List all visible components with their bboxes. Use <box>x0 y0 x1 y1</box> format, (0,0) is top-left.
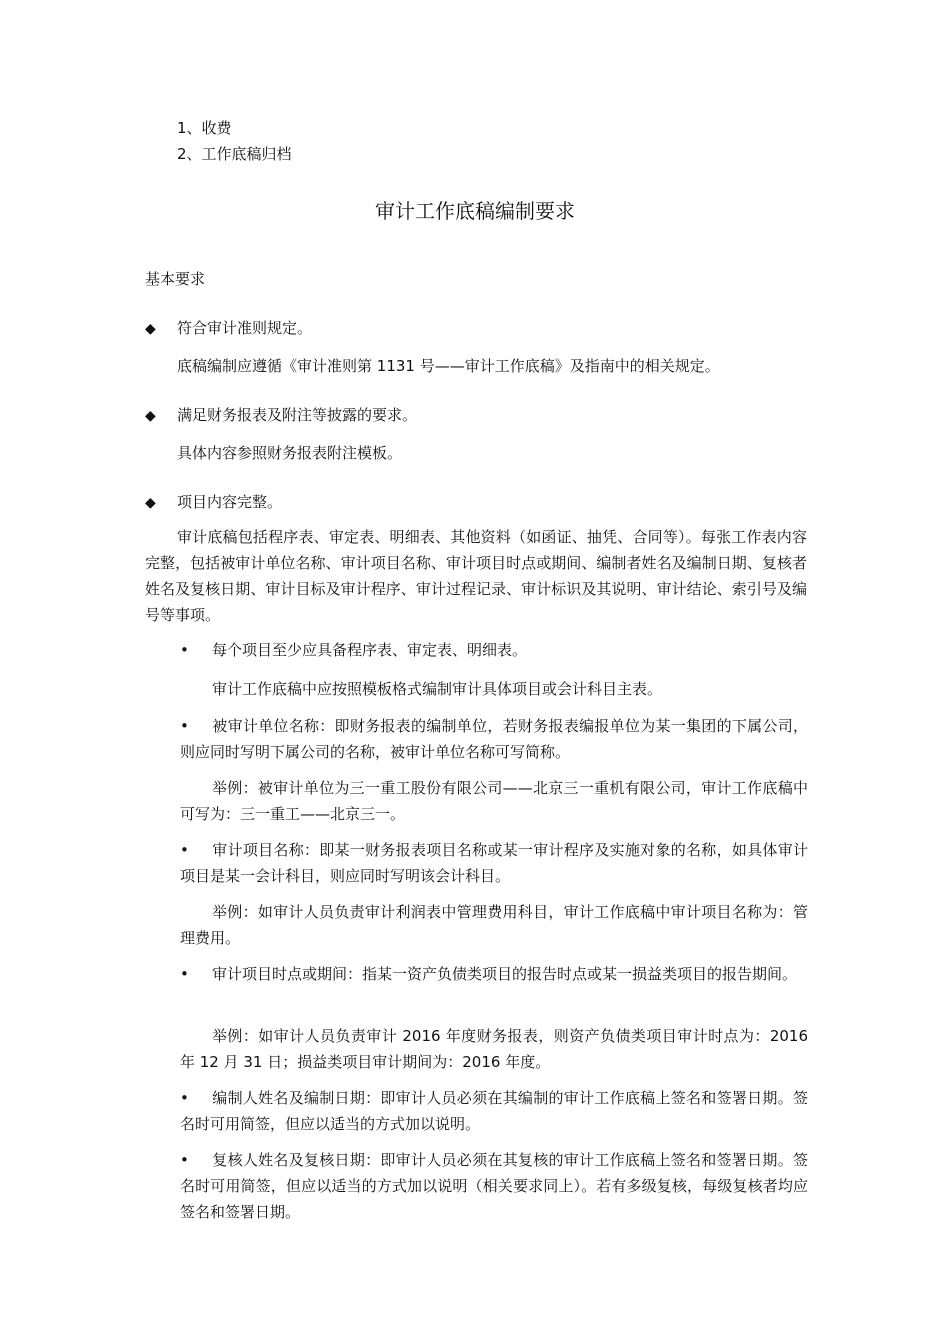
section-heading: 基本要求 <box>145 270 206 288</box>
top-list <box>177 115 292 167</box>
requirement-label: 项目内容完整。 <box>177 493 283 511</box>
requirement-text: 具体内容参照财务报表附注模板。 <box>177 444 403 462</box>
bullet-item <box>180 1085 808 1137</box>
requirement-item <box>145 315 312 342</box>
requirement-label: 满足财务报表及附注等披露的要求。 <box>177 406 418 424</box>
bullet-dot-icon: • <box>180 641 189 659</box>
bullet-dot-icon: • <box>180 1089 189 1107</box>
bullet-text: 每个项目至少应具备程序表、审定表、明细表。 <box>212 641 528 659</box>
requirement-text: 审计底稿包括程序表、审定表、明细表、其他资料（如函证、抽凭、合同等）。每张工作表内容完整，包括被审计单位名称、审计项目名称、审计项目时点或期间、编制者姓名及编制日期、复核者姓名及复核日期、审计目标及审计程序、审计过程记录、审计标识及其说明、审计结论、索引号及编号等事项。 <box>145 528 807 624</box>
top-list-item: 1、收费 <box>177 119 232 137</box>
bullet-example: 举例：如审计人员负责审计利润表中管理费用科目，审计工作底稿中审计项目名称为：管理费用。 <box>180 903 808 947</box>
bullet-item <box>180 713 808 765</box>
bullet-dot-icon: • <box>180 965 189 983</box>
requirement-text: 底稿编制应遵循《审计准则第 1131 号——审计工作底稿》及指南中的相关规定。 <box>177 357 720 375</box>
top-list-item: 2、工作底稿归档 <box>177 145 292 163</box>
bullet-detail: 审计工作底稿中应按照模板格式编制审计具体项目或会计科目主表。 <box>212 680 663 698</box>
bullet-text: 复核人姓名及复核日期：即审计人员必须在其复核的审计工作底稿上签名和签署日期。签名时可用简签，但应以适当的方式加以说明（相关要求同上）。若有多级复核，每级复核者均应签名和签署日期。 <box>180 1151 808 1221</box>
bullet-item <box>180 637 808 663</box>
bullet-item <box>180 1147 808 1225</box>
bullet-example: 举例：被审计单位为三一重工股份有限公司——北京三一重机有限公司，审计工作底稿中可写为：三一重工——北京三一。 <box>180 779 808 823</box>
bullet-item <box>180 961 808 987</box>
bullet-text: 审计项目时点或期间：指某一资产负债类项目的报告时点或某一损益类项目的报告期间。 <box>212 965 798 983</box>
bullet-dot-icon: • <box>180 1151 189 1169</box>
diamond-bullet-icon: ◆ <box>145 321 156 337</box>
bullet-text: 编制人姓名及编制日期：即审计人员必须在其编制的审计工作底稿上签名和签署日期。签名时可用简签，但应以适当的方式加以说明。 <box>180 1089 808 1133</box>
bullet-text: 审计项目名称：即某一财务报表项目名称或某一审计程序及实施对象的名称，如具体审计项目是某一会计科目，则应同时写明该会计科目。 <box>180 841 808 885</box>
requirement-label: 符合审计准则规定。 <box>177 319 313 337</box>
requirement-item <box>145 489 282 516</box>
bullet-dot-icon: • <box>180 841 189 859</box>
bullet-text: 被审计单位名称：即财务报表的编制单位，若财务报表编报单位为某一集团的下属公司，则应同时写明下属公司的名称，被审计单位名称可写简称。 <box>180 717 808 761</box>
bullet-item <box>180 837 808 889</box>
requirement-item <box>145 402 417 429</box>
diamond-bullet-icon: ◆ <box>145 495 156 511</box>
bullet-example: 举例：如审计人员负责审计 2016 年度财务报表，则资产负债类项目审计时点为：2016 年 12 月 31 日；损益类项目审计期间为：2016 年度。 <box>180 1027 808 1071</box>
bullet-dot-icon: • <box>180 717 189 735</box>
document-title: 审计工作底稿编制要求 <box>375 199 575 223</box>
diamond-bullet-icon: ◆ <box>145 408 156 424</box>
